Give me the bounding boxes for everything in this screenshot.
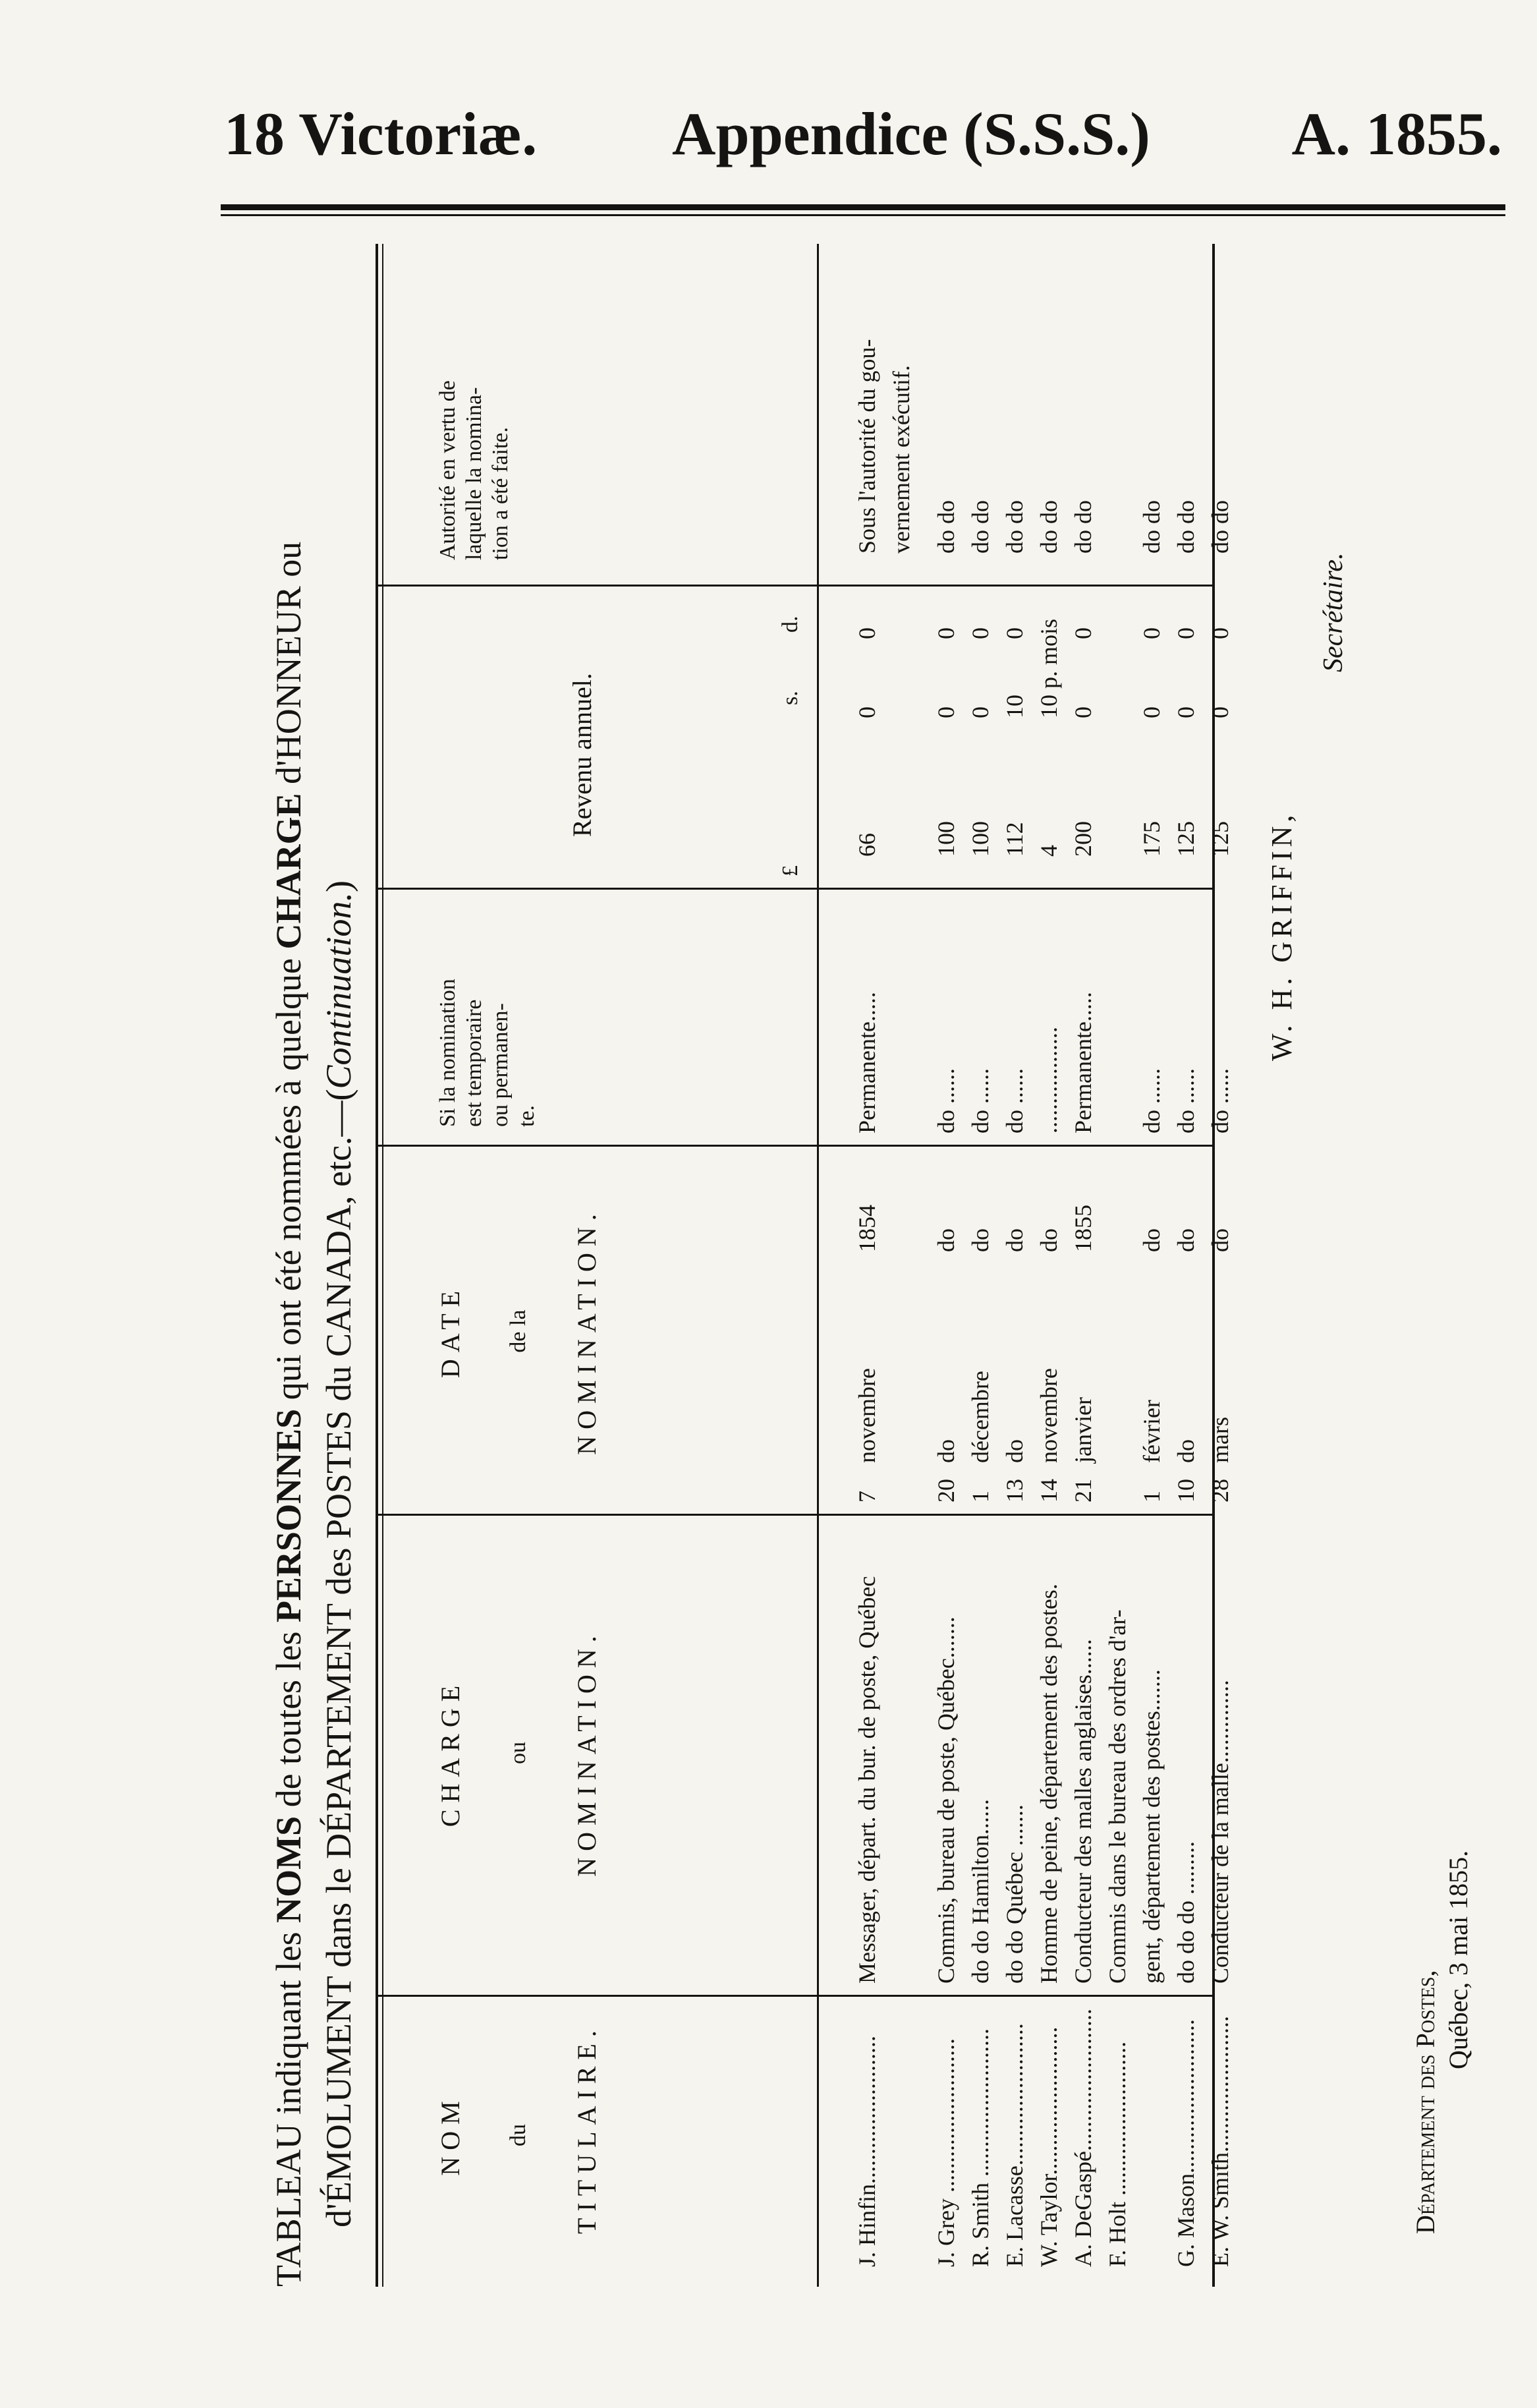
cell-d: 0 — [1207, 627, 1233, 639]
year-label: A. 1855. — [1291, 100, 1502, 167]
cell-s: 0 — [1070, 706, 1096, 718]
cell-d: 0 — [1070, 627, 1096, 639]
appendix-label: Appendice (S.S.S.) — [672, 100, 1150, 167]
col-rule-5 — [376, 585, 1212, 587]
col-head-charge: CHARGE ou NOMINATION. — [435, 1629, 601, 1877]
cell-l: 112 — [1001, 822, 1028, 857]
cell-year: do — [1036, 1228, 1062, 1252]
cell-nom: J. Hinfin......................... — [854, 2036, 880, 2267]
cell-d: 0 — [1138, 627, 1165, 639]
cell-day: 13 — [1001, 1479, 1028, 1503]
col-rule-3 — [376, 1145, 1212, 1147]
header-rule — [221, 204, 1505, 210]
unit-pounds: £ — [778, 865, 802, 876]
cell-perm: do ...... — [1001, 1068, 1028, 1133]
cell-d: 0 — [854, 627, 880, 639]
cell-perm: do ...... — [933, 1068, 959, 1133]
cell-day: 10 — [1173, 1479, 1199, 1503]
cell-d: 0 — [1173, 627, 1199, 639]
cell-auth: do do — [967, 500, 993, 554]
cell-nom: A. DeGaspé........................ — [1070, 2009, 1096, 2267]
cell-l: 125 — [1207, 821, 1233, 857]
cell-s: 0 — [1173, 706, 1199, 718]
rotated-table-page — [237, 244, 1489, 2287]
cell-l: 125 — [1173, 821, 1199, 857]
cell-nom: G. Mason.......................... — [1173, 2019, 1199, 2267]
signer-role: Secrétaire. — [1318, 552, 1349, 672]
cell-perm: Permanente..... — [854, 992, 880, 1133]
cell-d: 0 — [967, 627, 993, 639]
table-top-rule-thin — [382, 244, 383, 2287]
cell-charge: do do Québec ....... — [1001, 1804, 1028, 1984]
cell-charge: gent, département des postes....... — [1138, 1669, 1165, 1984]
cell-auth: do do — [1001, 500, 1028, 554]
cell-auth: do do — [1036, 500, 1062, 554]
cell-s: 10 p. mois — [1036, 618, 1062, 718]
col-rule-1 — [376, 1995, 1212, 1997]
cell-perm: do ...... — [1138, 1068, 1165, 1133]
cell-year: 1854 — [854, 1205, 880, 1252]
cell-month: mars — [1207, 1417, 1233, 1463]
cell-charge: Commis, bureau de poste, Québec....... — [933, 1617, 959, 1984]
col-head-autorite: Autorité en vertu de laquelle la nomina- tion a été faite. — [435, 380, 513, 560]
cell-auth: do do — [1173, 500, 1199, 554]
cell-month: novembre — [1036, 1368, 1062, 1463]
cell-auth: do do — [1138, 500, 1165, 554]
cell-day: 20 — [933, 1479, 959, 1503]
session-label: 18 Victoriæ. — [224, 100, 538, 167]
cell-s: 0 — [1138, 706, 1165, 718]
cell-l: 100 — [933, 821, 959, 857]
cell-charge: Messager, départ. du bur. de poste, Québec — [854, 1576, 880, 1984]
cell-charge: Homme de peine, département des postes. — [1036, 1584, 1062, 1984]
cell-year: do — [1173, 1228, 1199, 1252]
cell-nom: E. Lacasse........................ — [1001, 2023, 1028, 2267]
table-title: TABLEAU indiquant les NOMS de toutes les PERSONNES qui ont été nommées à quelque CHARGE d'HONNEUR ou d'ÉMOLUMENT dans le DÉPARTEMENT des POSTES du CANADA, etc.—(Continuation.) — [269, 541, 358, 2287]
cell-s: 0 — [933, 706, 959, 718]
cell-auth: vernement exécutif. — [888, 365, 914, 554]
col-rule-2 — [376, 1514, 1212, 1516]
cell-nom: R. Smith ......................... — [967, 2028, 993, 2267]
header-bottom-rule — [817, 244, 819, 2287]
cell-charge: Commis dans le bureau des ordres d'ar- — [1104, 1609, 1131, 1984]
unit-pence: d. — [778, 616, 802, 633]
cell-nom: F. Holt .......................... — [1104, 2041, 1131, 2267]
cell-perm: do ...... — [967, 1068, 993, 1133]
cell-charge: do do Hamilton...... — [967, 1799, 993, 1984]
col-rule-4 — [376, 888, 1212, 890]
col-head-revenu: Revenu annuel. — [567, 673, 597, 837]
signer-name: W. H. GRIFFIN, — [1266, 811, 1298, 1061]
place-date: Québec, 3 mai 1855. — [1443, 1850, 1473, 2069]
cell-l: 200 — [1070, 821, 1096, 857]
cell-perm: Permanente..... — [1070, 992, 1096, 1133]
cell-month: do — [933, 1439, 959, 1463]
cell-year: do — [933, 1228, 959, 1252]
cell-charge: Conducteur des malles anglaises...... — [1070, 1639, 1096, 1984]
cell-nom: J. Grey .......................... — [933, 2038, 959, 2267]
cell-l: 4 — [1036, 845, 1062, 857]
cell-month: novembre — [854, 1368, 880, 1463]
cell-month: février — [1138, 1400, 1165, 1463]
cell-s: 0 — [967, 706, 993, 718]
cell-month: do — [1173, 1439, 1199, 1463]
cell-day: 28 — [1207, 1479, 1233, 1503]
cell-day: 14 — [1036, 1479, 1062, 1503]
cell-charge: Conducteur de la malle.............. — [1207, 1680, 1233, 1984]
cell-perm: .................. — [1036, 1027, 1062, 1133]
dept-line: Département des Postes, — [1411, 1970, 1440, 2234]
col-head-nom: NOM du TITULAIRE. — [435, 2024, 601, 2234]
table-top-rule — [376, 244, 378, 2287]
cell-year: do — [1207, 1228, 1233, 1252]
cell-l: 100 — [967, 821, 993, 857]
cell-day: 7 — [854, 1491, 880, 1503]
col-head-date: DATE de la NOMINATION. — [435, 1207, 601, 1455]
cell-l: 66 — [854, 833, 880, 857]
col-head-temporaire: Si la nomination est temporaire ou permanen- te. — [435, 979, 539, 1127]
cell-perm: do ...... — [1207, 1068, 1233, 1133]
cell-perm: do ...... — [1173, 1068, 1199, 1133]
cell-charge: do do do ......... — [1173, 1841, 1199, 1984]
cell-nom: W. Taylor......................... — [1036, 2026, 1062, 2267]
cell-nom: E. W. Smith....................... — [1207, 2015, 1233, 2267]
header-rule-thin — [221, 214, 1505, 216]
cell-auth: do do — [1070, 500, 1096, 554]
unit-shillings: s. — [778, 691, 802, 705]
cell-year: 1855 — [1070, 1205, 1096, 1252]
cell-auth: do do — [933, 500, 959, 554]
cell-year: do — [1138, 1228, 1165, 1252]
cell-month: décembre — [967, 1371, 993, 1463]
cell-s: 0 — [854, 706, 880, 718]
cell-auth: do do — [1207, 500, 1233, 554]
cell-month: do — [1001, 1439, 1028, 1463]
cell-day: 1 — [967, 1491, 993, 1503]
cell-l: 175 — [1138, 821, 1165, 857]
cell-year: do — [1001, 1228, 1028, 1252]
cell-d: 0 — [1001, 627, 1028, 639]
cell-year: do — [967, 1228, 993, 1252]
cell-s: 0 — [1207, 706, 1233, 718]
cell-auth: Sous l'autorité du gou- — [854, 339, 880, 554]
running-header — [211, 99, 1502, 171]
cell-month: janvier — [1070, 1397, 1096, 1463]
cell-d: 0 — [933, 627, 959, 639]
cell-day: 21 — [1070, 1479, 1096, 1503]
cell-s: 10 — [1001, 695, 1028, 718]
cell-day: 1 — [1138, 1491, 1165, 1503]
